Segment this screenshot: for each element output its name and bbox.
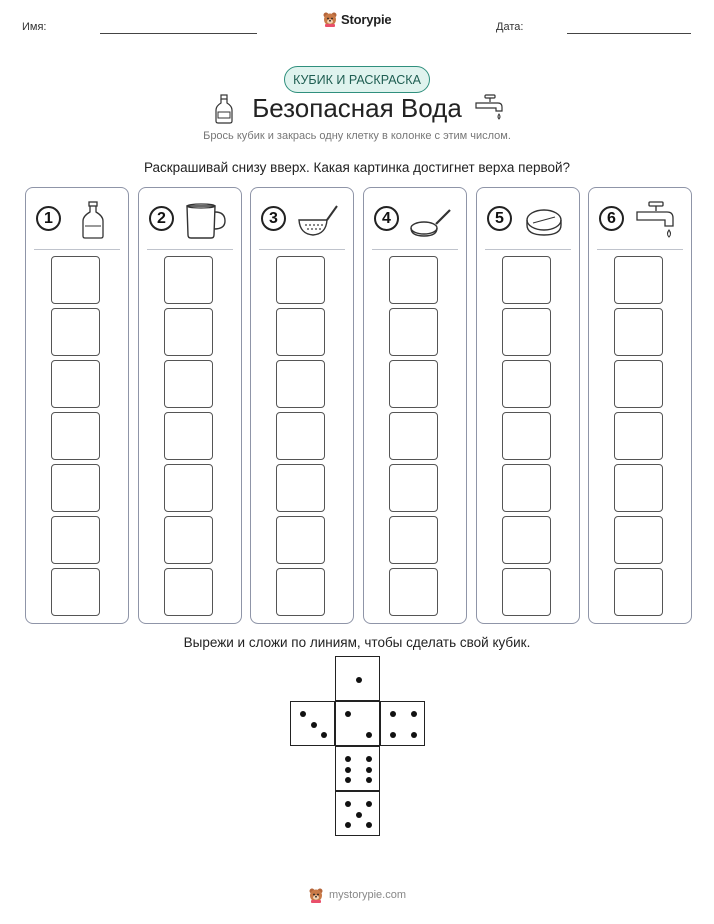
die-pip [321, 732, 327, 738]
frying-pan-icon [408, 200, 454, 240]
die-pip [345, 777, 351, 783]
die-pip [366, 732, 372, 738]
color-cell[interactable] [502, 464, 551, 512]
bottle-icon [70, 200, 116, 240]
column-2 [138, 187, 242, 624]
die-pip [345, 756, 351, 762]
die-pip [356, 812, 362, 818]
color-cell[interactable] [502, 256, 551, 304]
color-cell[interactable] [276, 308, 325, 356]
name-line[interactable] [100, 33, 257, 34]
die-face-5 [335, 791, 380, 836]
number-circle: 2 [149, 206, 174, 231]
storypie-logo [322, 11, 391, 27]
color-cell[interactable] [502, 516, 551, 564]
page-title: Безопасная Вода [252, 93, 462, 123]
color-cell[interactable] [502, 412, 551, 460]
strainer-icon [295, 200, 341, 240]
die-pip [366, 756, 372, 762]
die-face-3 [290, 701, 335, 746]
mug-icon [183, 200, 229, 240]
name-label: Имя: [22, 21, 47, 33]
color-cell[interactable] [389, 516, 438, 564]
bear-logo-icon [322, 11, 338, 27]
die-face-2 [335, 701, 380, 746]
color-cell[interactable] [389, 464, 438, 512]
color-cell[interactable] [614, 256, 663, 304]
color-cell[interactable] [51, 568, 100, 616]
color-cell[interactable] [51, 360, 100, 408]
color-cell[interactable] [502, 568, 551, 616]
color-cell[interactable] [276, 256, 325, 304]
die-pip [366, 822, 372, 828]
die-pip [390, 711, 396, 717]
die-pip [366, 801, 372, 807]
number-circle: 4 [374, 206, 399, 231]
color-cell[interactable] [164, 412, 213, 460]
date-line[interactable] [567, 33, 691, 34]
die-pip [366, 777, 372, 783]
color-cell[interactable] [164, 516, 213, 564]
color-cell[interactable] [276, 360, 325, 408]
footer-url: mystorypie.com [329, 889, 407, 901]
color-cell[interactable] [164, 256, 213, 304]
die-face-6 [335, 746, 380, 791]
color-cell[interactable] [614, 360, 663, 408]
tablet-icon [521, 200, 567, 240]
die-pip [411, 711, 417, 717]
color-cell[interactable] [389, 412, 438, 460]
color-cell[interactable] [389, 308, 438, 356]
number-circle: 6 [599, 206, 624, 231]
color-cell[interactable] [276, 516, 325, 564]
color-cell[interactable] [51, 308, 100, 356]
die-pip [411, 732, 417, 738]
color-cell[interactable] [276, 464, 325, 512]
color-cell[interactable] [164, 360, 213, 408]
die-pip [345, 711, 351, 717]
number-circle: 5 [487, 206, 512, 231]
color-cell[interactable] [51, 516, 100, 564]
cut-instruction: Вырежи и сложи по линиям, чтобы сделать свой кубик. [183, 635, 531, 650]
footer [308, 887, 406, 903]
activity-badge: КУБИК И РАСКРАСКА [284, 66, 430, 93]
color-cell[interactable] [614, 412, 663, 460]
die-pip [366, 767, 372, 773]
column-3 [250, 187, 354, 624]
subtitle: Брось кубик и закрась одну клетку в колонке с этим числом. [203, 130, 511, 142]
die-pip [311, 722, 317, 728]
column-1 [25, 187, 129, 624]
die-pip [345, 801, 351, 807]
color-cell[interactable] [614, 308, 663, 356]
die-pip [345, 822, 351, 828]
color-cell[interactable] [51, 256, 100, 304]
color-cell[interactable] [614, 464, 663, 512]
color-cell[interactable] [51, 412, 100, 460]
color-cell[interactable] [164, 568, 213, 616]
die-pip [345, 767, 351, 773]
number-circle: 1 [36, 206, 61, 231]
color-cell[interactable] [502, 360, 551, 408]
column-5 [476, 187, 580, 624]
faucet-icon [474, 94, 506, 124]
color-cell[interactable] [389, 568, 438, 616]
color-cell[interactable] [164, 308, 213, 356]
color-cell[interactable] [389, 360, 438, 408]
bear-logo-icon [308, 887, 324, 903]
color-cell[interactable] [389, 256, 438, 304]
number-circle: 3 [261, 206, 286, 231]
color-cell[interactable] [164, 464, 213, 512]
brand-name: Storypie [341, 11, 392, 27]
die-face-4 [380, 701, 425, 746]
column-4 [363, 187, 467, 624]
die-pip [390, 732, 396, 738]
color-cell[interactable] [502, 308, 551, 356]
date-label: Дата: [496, 21, 524, 33]
die-face-1 [335, 656, 380, 701]
faucet-icon [633, 200, 679, 240]
instruction: Раскрашивай снизу вверх. Какая картинка достигнет верха первой? [143, 160, 571, 175]
color-cell[interactable] [51, 464, 100, 512]
color-cell[interactable] [614, 516, 663, 564]
column-6 [588, 187, 692, 624]
color-cell[interactable] [276, 568, 325, 616]
color-cell[interactable] [614, 568, 663, 616]
die-pip [356, 677, 362, 683]
die-pip [300, 711, 306, 717]
color-cell[interactable] [276, 412, 325, 460]
